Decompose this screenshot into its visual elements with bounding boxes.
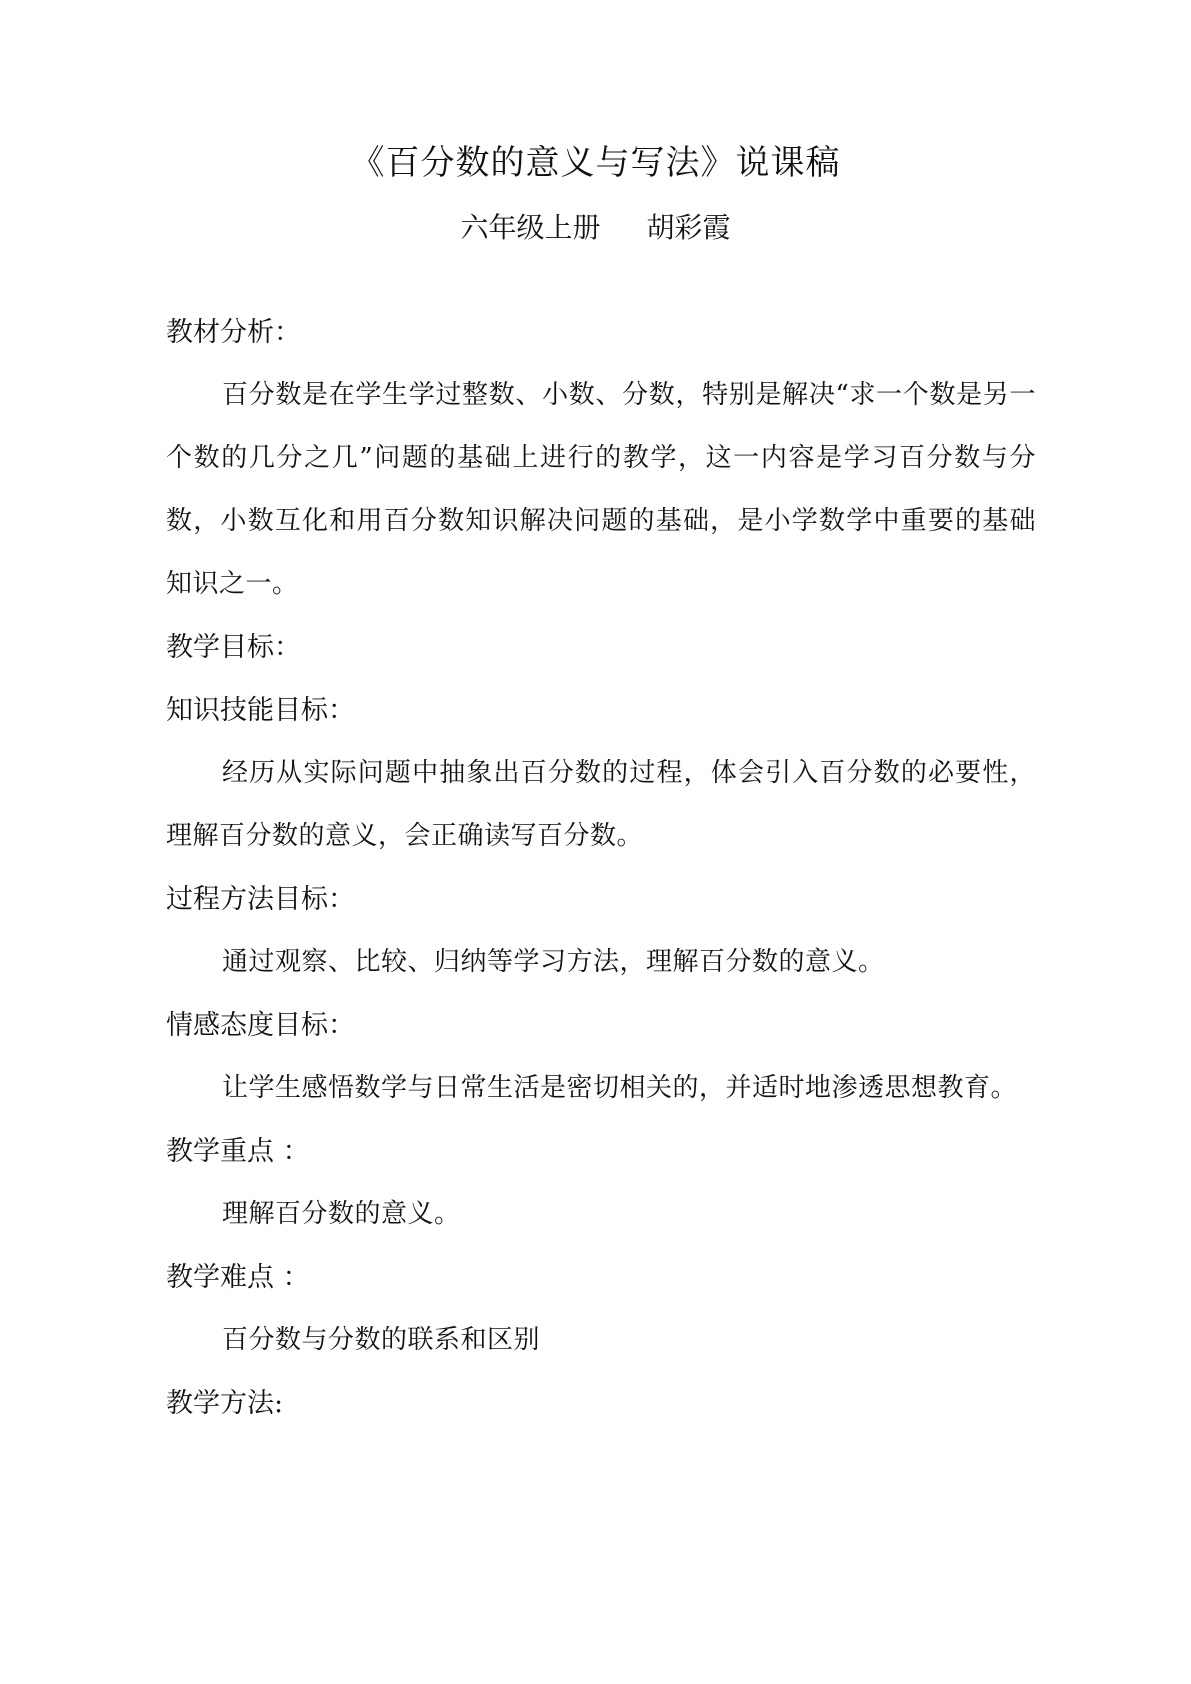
heading-material-analysis: 教材分析： [166, 317, 301, 348]
heading-teaching-key: 教学重点 ： [166, 1136, 310, 1167]
document-title: 《百分数的意义与写法》说课稿 [350, 143, 841, 183]
heading-teaching-goals: 教学目标： [166, 632, 301, 663]
paragraph-teaching-key: 理解百分数的意义。 [222, 1199, 461, 1229]
paragraph-knowledge-goal: 经历从实际问题中抽象出百分数的过程，体会引入百分数的必要性，理解百分数的意义，会正确读写百分数。 [166, 758, 1036, 851]
heading-teaching-method: 教学方法: [166, 1388, 284, 1419]
heading-teaching-difficulty: 教学难点 ： [166, 1262, 310, 1293]
heading-emotion-goal: 情感态度目标： [166, 1010, 355, 1041]
author-name: 胡彩霞 [646, 211, 731, 244]
document-body [166, 301, 1036, 1435]
paragraph-teaching-difficulty: 百分数与分数的联系和区别 [222, 1325, 541, 1355]
paragraph-material-analysis: 百分数是在学生学过整数、小数、分数，特别是解决“求一个数是另一个数的几分之几”问题的基础上进行的教学，这一内容是学习百分数与分数，小数互化和用百分数知识解决问题的基础，是小学数学中重要的基础知识之一。 [166, 380, 1036, 599]
heading-knowledge-goal: 知识技能目标： [166, 695, 355, 726]
heading-process-goal: 过程方法目标： [166, 884, 355, 915]
document-subtitle [0, 208, 1191, 248]
grade-label: 六年级上册 [460, 211, 601, 244]
paragraph-emotion-goal: 让学生感悟数学与日常生活是密切相关的，并适时地渗透思想教育。 [222, 1073, 1018, 1103]
paragraph-process-goal: 通过观察、比较、归纳等学习方法，理解百分数的意义。 [222, 947, 885, 977]
